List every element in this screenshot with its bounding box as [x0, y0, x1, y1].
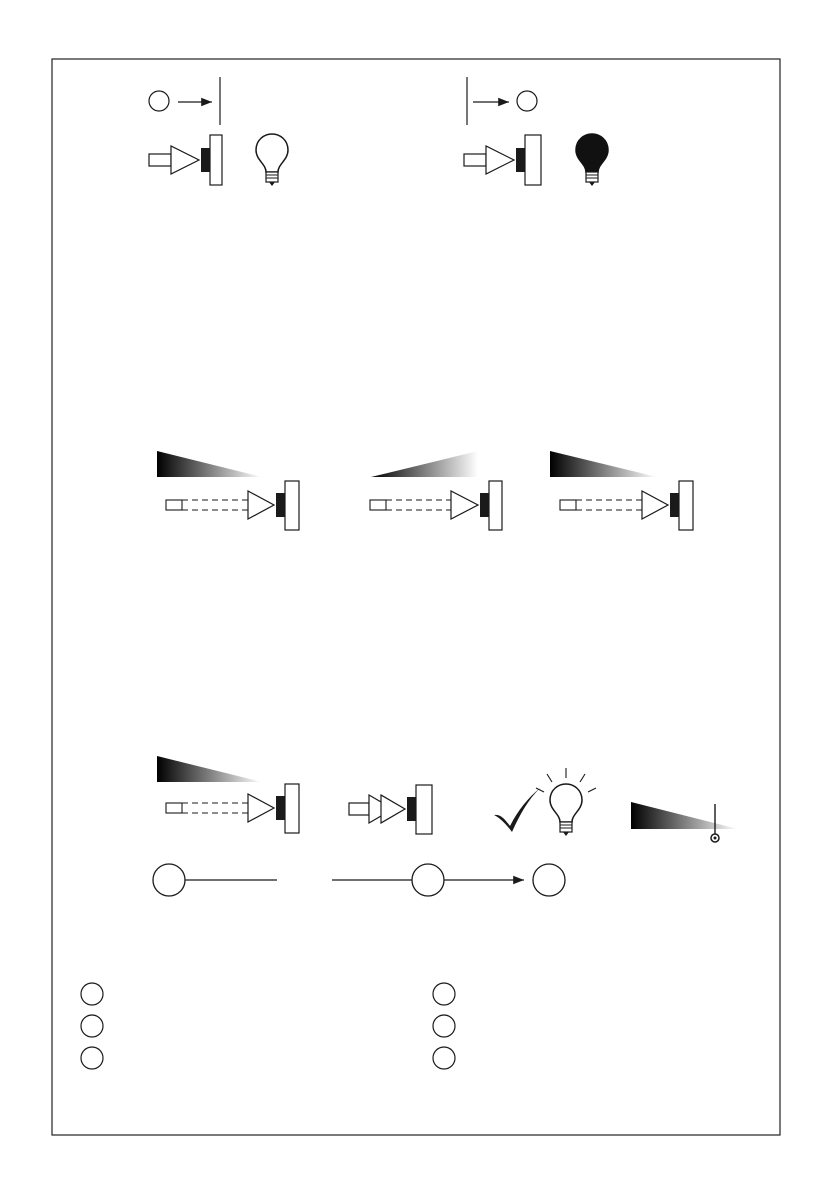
- brightness-wedge: [550, 451, 657, 477]
- legend-circle-4: [433, 983, 455, 1005]
- hold-button-icon: [166, 784, 299, 833]
- brightness-wedge: [157, 451, 262, 477]
- legend-circle-1: [81, 983, 103, 1005]
- hold-button-icon: [166, 481, 299, 530]
- check-icon: [494, 788, 540, 832]
- panel-confirmed-light: [494, 768, 596, 836]
- legend-circle-5: [433, 1015, 455, 1037]
- panel-double-press: [349, 785, 432, 834]
- push-button-icon: [149, 135, 222, 185]
- flow-circle-1: [153, 864, 185, 896]
- page-frame: [52, 59, 780, 1135]
- hold-button-icon: [370, 481, 502, 530]
- panel-wedge-1: [157, 451, 299, 530]
- bulb-lit-icon: [536, 768, 596, 836]
- flow-circle-3: [533, 864, 565, 896]
- flow-circle-2: [412, 864, 444, 896]
- bulb-off-icon: [256, 134, 288, 186]
- legend-circle-2: [81, 1015, 103, 1037]
- brightness-wedge: [631, 802, 738, 829]
- brightness-wedge: [157, 756, 262, 782]
- panel-off-to-on: [149, 77, 288, 186]
- step-circle: [149, 91, 169, 111]
- panel-on-to-off: [464, 77, 608, 186]
- flow-sequence: [153, 864, 565, 896]
- push-button-icon: [464, 135, 541, 185]
- panel-wedge-3: [550, 451, 693, 530]
- brightness-wedge: [371, 451, 478, 477]
- step-circle: [517, 91, 537, 111]
- panel-level-marker: [631, 802, 738, 842]
- legend-circle-3: [81, 1047, 103, 1069]
- legend: [81, 983, 455, 1069]
- legend-circle-6: [433, 1047, 455, 1069]
- bulb-on-filled-icon: [576, 134, 608, 186]
- panel-wedge-2: [370, 451, 502, 530]
- panel-press-and-hold: [157, 756, 299, 833]
- hold-button-icon: [560, 481, 693, 530]
- double-press-button-icon: [349, 785, 432, 834]
